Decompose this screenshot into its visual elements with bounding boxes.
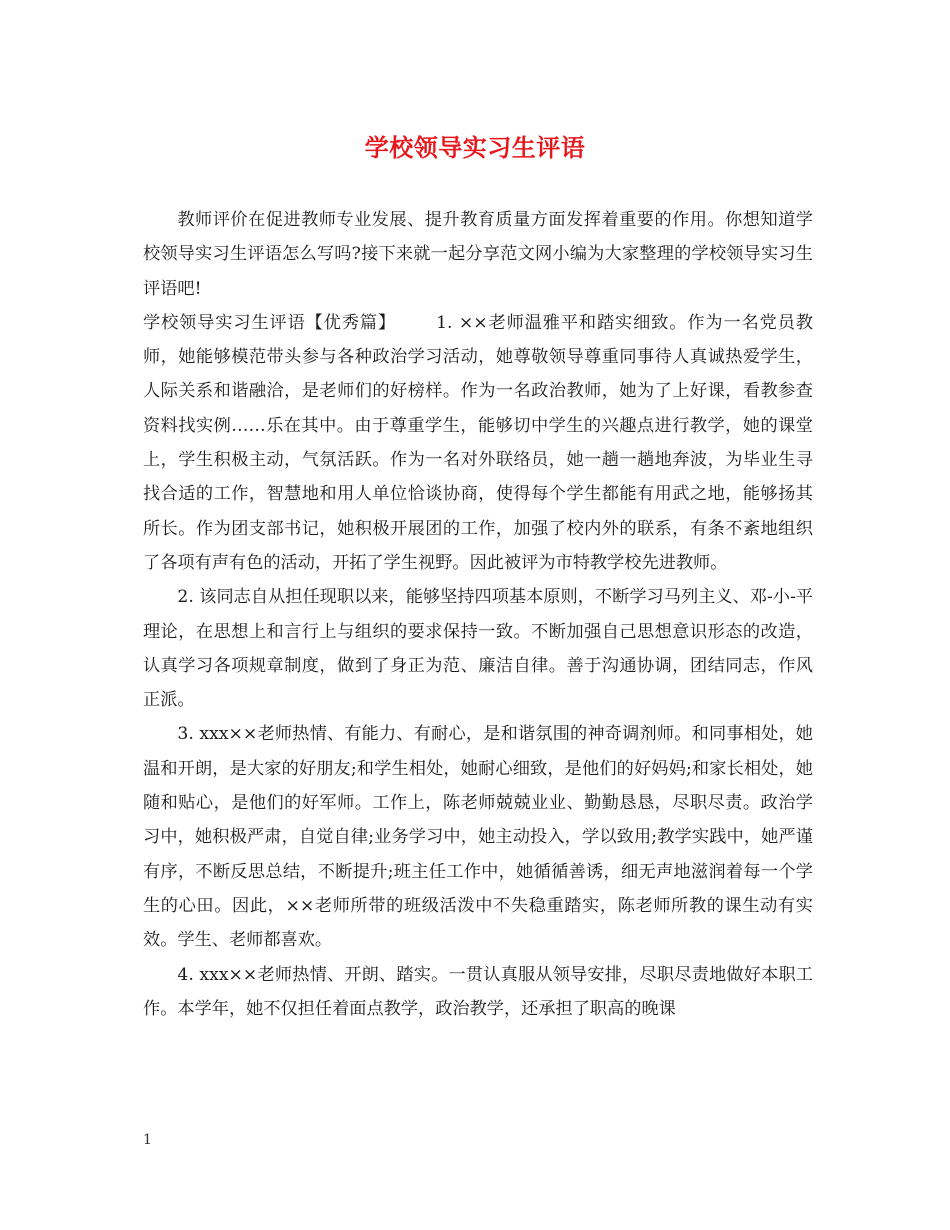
intro-paragraph: 教师评价在促进教师专业发展、提升教育质量方面发挥着重要的作用。你想知道学校领导实习生评语怎么写吗?接下来就一起分享范文网小编为大家整理的学校领导实习生评语吧! <box>143 210 813 299</box>
document-title: 学校领导实习生评语 <box>364 133 586 162</box>
item-3-paragraph: 3. xxx××老师热情、有能力、有耐心，是和谐氛围的神奇调剂师。和同事相处，她温和开朗，是大家的好朋友;和学生相处，她耐心细致，是他们的好妈妈;和家长相处，她随和贴心，是他们的好军师。工作上，陈老师兢兢业业、勤勤恳恳，尽职尽责。政治学习中，她积极严肃，自觉自律;业务学习中，她主动投入，学以致用;教学实践中，她严谨有序，不断反思总结，不断提升;班主任工作中，她循循善诱，细无声地滋润着每一个学生的心田。因此，××老师所带的班级活泼中不失稳重踏实，陈老师所教的课生动有实效。学生、老师都喜欢。 <box>143 724 813 951</box>
item-1-text: 1. ××老师温雅平和踏实细致。作为一名党员教师，她能够模范带头参与各种政治学习活动，她尊敬领导尊重同事待人真诚热爱学生，人际关系和谐融洽，是老师们的好榜样。作为一名政治教师，她为了上好课，看教参查资料找实例……乐在其中。由于尊重学生，能够切中学生的兴趣点进行教学，她的课堂上，学生积极主动，气氛活跃。作为一名对外联络员，她一趟一趟地奔波，为毕业生寻找合适的工作，智慧地和用人单位恰谈协商，使得每个学生都能有用武之地，能够扬其所长。作为团支部书记，她积极开展团的工作，加强了校内外的联系，有条不紊地组织了各项有声有色的活动，开拓了学生视野。因此被评为市特教学校先进教师。 <box>143 312 813 573</box>
document-body <box>143 203 813 1026</box>
section-paragraph <box>143 306 813 580</box>
page-number: 1 <box>143 1132 152 1148</box>
item-4-paragraph: 4. xxx××老师热情、开朗、踏实。一贯认真服从领导安排，尽职尽责地做好本职工作。本学年，她不仅担任着面点教学，政治教学，还承担了职高的晚课 <box>143 964 813 1019</box>
item-2-paragraph: 2. 该同志自从担任现职以来，能够坚持四项基本原则，不断学习马列主义、邓-小-平理论，在思想上和言行上与组织的要求保持一致。不断加强自己思想意识形态的改造，认真学习各项规章制度，做到了身正为范、廉洁自律。善于沟通协调，团结同志，作风正派。 <box>143 587 813 711</box>
section-heading: 学校领导实习生评语【优秀篇】 <box>143 312 397 333</box>
